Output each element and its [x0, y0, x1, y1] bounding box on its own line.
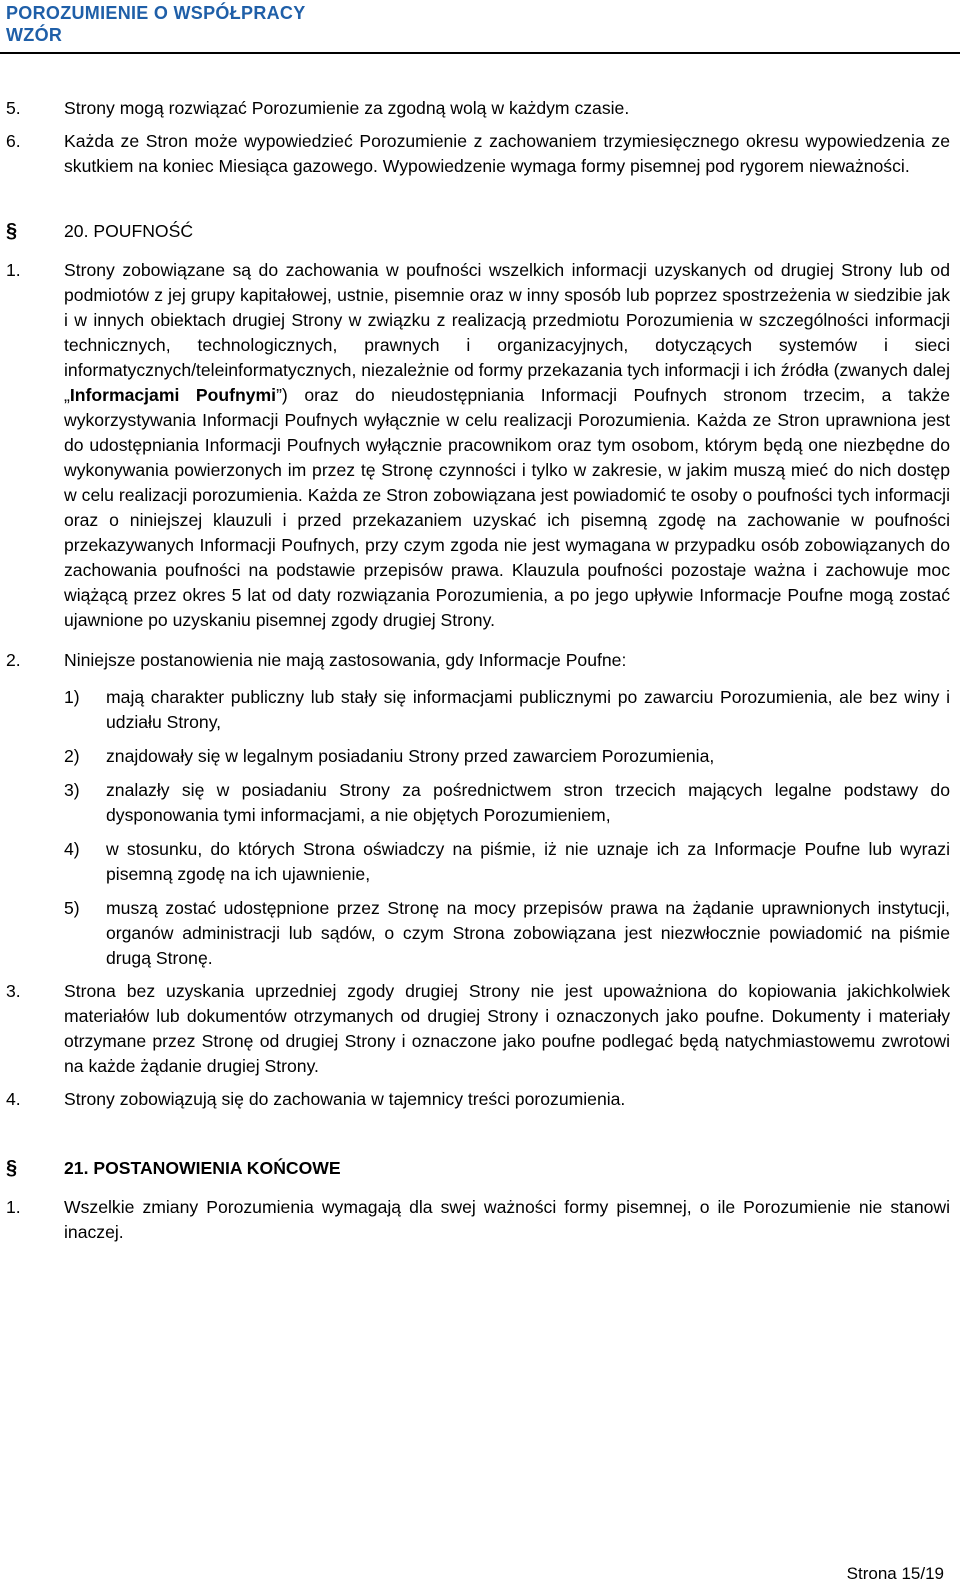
section-heading-21: [6, 1156, 950, 1181]
item-text: Strony zobowiązują się do zachowania w tajemnicy treści porozumienia.: [64, 1089, 626, 1109]
item-text-part: ”) oraz do nieudostępniania Informacji Poufnych stronom trzecim, a także wykorzystywania Informacji Poufnych wyłącznie w celu realizacji Porozumienia. Każda ze Stron uprawniona jest do udostępniania Informacji Poufnych wyłącznie pracownikom oraz tym osobom, którym będą one niezbędne do wykonywania powierzonych im przez tę Stronę czynności i tylko w zakresie, w jakim muszą mieć do nich dostęp w celu realizacji porozumienia. Każda ze Stron zobowiązana jest powiadomić te osoby o poufności tych informacji oraz o niniejszej klauzuli i przed przekazaniem uzyskać ich pisemną zgodę na zachowanie w poufności przekazywanych Informacji Poufnych, przy czym zgoda nie jest wymagana w przypadku osób zobowiązanych do zachowania poufności na podstawie przepisów prawa. Klauzula poufności pozostaje ważna i zachowuje moc wiążącą przez okres 5 lat od daty rozwiązania Porozumienia, a po jego upływie Informacje Poufne mogą zostać ujawnione po uzyskaniu pisemnej zgody drugiej Strony.: [64, 385, 951, 630]
list-item: [6, 1195, 950, 1245]
sub-item-text: muszą zostać udostępnione przez Stronę na mocy przepisów prawa na żądanie uprawnionych instytucji, organów administracji lub sądów, o czym Strona zobowiązana jest niezwłocznie powiadomić na piśmie drugą Stronę.: [106, 898, 950, 968]
sub-list-item: [64, 778, 950, 828]
item-text: [64, 258, 950, 633]
list-item: [6, 648, 950, 673]
item-number: 6.: [6, 131, 21, 151]
sub-item-text: w stosunku, do których Strona oświadczy na piśmie, iż nie uznaje ich za Informacje Poufne lub wyrazi pisemną zgodę na ich ujawnienie,: [106, 839, 950, 884]
item-number: 1.: [6, 260, 21, 280]
item-text-part: Strony zobowiązane są do zachowania w poufności wszelkich informacji uzyskanych od drugiej Strony lub od podmiotów z jej grupy kapitałowej, ustnie, pisemnie oraz w inny sposób lub poprzez spostrzeżenia w siedzibie jak i w innych obiektach drugiej Strony w związku z realizacją przedmiotu Porozumienia w szczególności informacji technicznych, technologicznych, prawnych i organizacyjnych, dotyczących systemów i sieci informatycznych/teleinformatycznych, niezależnie od formy przekazania tych informacji i ich źródła (zwanych dalej „: [64, 260, 950, 405]
item-text: Strona bez uzyskania uprzedniej zgody drugiej Strony nie jest upoważniona do kopiowania jakichkolwiek materiałów lub dokumentów otrzymanych od drugiej Strony i oznaczonych jako poufne. Dokumenty i materiały otrzymane przez Stronę od drugiej Strony i oznaczone jako poufne podlegać będą natychmiastowemu zwrotowi na każde żądanie drugiej Strony.: [64, 981, 950, 1076]
section-heading-20: [6, 219, 950, 244]
sub-item-number: 3): [64, 780, 80, 800]
item-number: 5.: [6, 98, 21, 118]
defined-term: Informacjami Poufnymi: [69, 385, 277, 405]
list-item: [6, 258, 950, 633]
sub-list: [64, 685, 950, 971]
sub-list-item: [64, 744, 950, 769]
section-sign: §: [6, 220, 18, 242]
document-subtitle: WZÓR: [6, 25, 63, 45]
item-number: 2.: [6, 650, 21, 670]
list-item: [6, 979, 950, 1079]
sub-item-text: znajdowały się w legalnym posiadaniu Strony przed zawarciem Porozumienia,: [106, 746, 715, 766]
item-text: Wszelkie zmiany Porozumienia wymagają dla swej ważności formy pisemnej, o ile Porozumienie nie stanowi inaczej.: [64, 1197, 950, 1242]
sub-item-text: znalazły się w posiadaniu Strony za pośrednictwem stron trzecich mających legalne podstawy do dysponowania tymi informacjami, a nie objętych Porozumieniem,: [106, 780, 950, 825]
item-number: 1.: [6, 1197, 21, 1217]
section-title: 20. POUFNOŚĆ: [64, 221, 194, 241]
document-title: POROZUMIENIE O WSPÓŁPRACY: [6, 3, 306, 23]
sub-item-number: 2): [64, 746, 80, 766]
sub-item-number: 5): [64, 898, 80, 918]
item-number: 3.: [6, 981, 21, 1001]
sub-item-number: 4): [64, 839, 80, 859]
list-item: [6, 129, 950, 179]
item-text: Niniejsze postanowienia nie mają zastosowania, gdy Informacje Poufne:: [64, 650, 627, 670]
list-item: [6, 1087, 950, 1112]
page-header: [0, 0, 960, 54]
sub-item-text: mają charakter publiczny lub stały się informacjami publicznymi po zawarciu Porozumienia, ale bez winy i udziału Strony,: [106, 687, 950, 732]
item-text: Strony mogą rozwiązać Porozumienie za zgodną wolą w każdym czasie.: [64, 98, 630, 118]
document-body: [6, 96, 950, 1245]
section-title: 21. POSTANOWIENIA KOŃCOWE: [64, 1158, 341, 1178]
sub-list-item: [64, 896, 950, 971]
item-text: Każda ze Stron może wypowiedzieć Porozumienie z zachowaniem trzymiesięcznego okresu wypowiedzenia ze skutkiem na koniec Miesiąca gazowego. Wypowiedzenie wymaga formy pisemnej pod rygorem nieważności.: [64, 131, 950, 176]
section-sign: §: [6, 1157, 18, 1179]
item-number: 4.: [6, 1089, 21, 1109]
sub-item-number: 1): [64, 687, 80, 707]
list-item: [6, 96, 950, 121]
sub-list-item: [64, 685, 950, 735]
sub-list-item: [64, 837, 950, 887]
page-number: Strona 15/19: [846, 1564, 944, 1583]
